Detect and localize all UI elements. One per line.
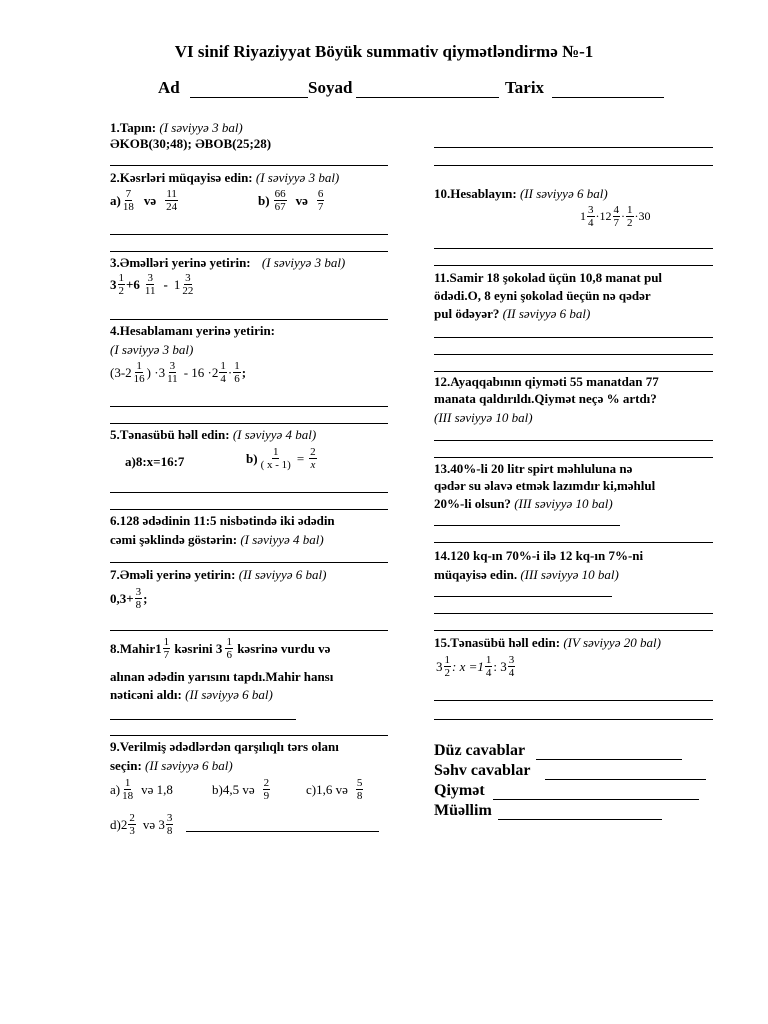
- fraction: [225, 636, 233, 661]
- answer-line[interactable]: [434, 719, 713, 720]
- numerator: 3: [588, 204, 594, 216]
- answer-line[interactable]: [110, 234, 388, 235]
- question-3: [110, 255, 345, 271]
- question-6: [110, 532, 324, 548]
- q3-level: (I səviyyə 3 bal): [261, 255, 346, 270]
- q4-expr: [110, 360, 246, 385]
- q9-option-d: [110, 812, 174, 837]
- soyad-field[interactable]: [356, 97, 499, 98]
- denominator: 67: [274, 201, 286, 213]
- option-text: d)2: [110, 816, 128, 832]
- question-8: [110, 687, 273, 703]
- q9-line2: seçin:: [110, 758, 142, 773]
- numerator: 2: [310, 446, 316, 458]
- q9-level: (II səviyyə 6 bal): [145, 758, 233, 773]
- q10-label: 10.Hesablayın:: [434, 186, 517, 201]
- fraction: [444, 654, 452, 679]
- fraction: [118, 272, 126, 297]
- option-text: b)4,5 və: [212, 781, 255, 797]
- numerator: 1: [272, 446, 279, 458]
- q7-level: (II səviyyə 6 bal): [238, 567, 327, 582]
- numerator: 3: [135, 586, 142, 598]
- denominator: 16: [133, 373, 145, 385]
- expr-part: : 3: [493, 658, 507, 674]
- denominator: 4: [485, 667, 492, 679]
- tarix-label: Tarix: [505, 78, 545, 97]
- fraction: [274, 188, 287, 213]
- q9-option-b: [212, 777, 271, 802]
- answer-line[interactable]: [434, 457, 713, 458]
- q11-line3: pul ödəyər?: [434, 306, 500, 321]
- denominator: 18: [122, 201, 134, 213]
- denominator: 22: [182, 285, 194, 297]
- fraction: [181, 272, 194, 297]
- numerator: 1: [226, 636, 232, 648]
- option-text: c)1,6 və: [306, 781, 348, 797]
- denominator: 8: [135, 599, 142, 611]
- answer-line[interactable]: [110, 165, 388, 166]
- denominator: ( x - 1): [260, 459, 291, 471]
- fraction: [317, 188, 325, 213]
- expr-part: ·: [621, 209, 625, 223]
- answer-line[interactable]: [434, 630, 713, 631]
- q11-level: (II səviyyə 6 bal): [502, 306, 591, 321]
- answer-line[interactable]: [434, 337, 713, 338]
- fraction: [356, 777, 364, 802]
- answer-line[interactable]: [186, 831, 379, 832]
- fraction: [144, 272, 157, 297]
- q8-line2: alınan ədədin yarısını tapdı.Mahir hansı: [110, 669, 334, 684]
- answer-line[interactable]: [110, 319, 388, 320]
- numerator: 2: [129, 812, 135, 824]
- fraction: [260, 446, 292, 471]
- option-text: və 3: [142, 816, 165, 832]
- operator: =: [296, 450, 305, 466]
- denominator: 7: [613, 217, 619, 229]
- answer-line[interactable]: [434, 596, 612, 597]
- expr-part: 8.Mahir1: [110, 640, 162, 656]
- numerator: 5: [356, 777, 363, 789]
- duz-cavablar-label: Düz cavablar: [434, 742, 526, 759]
- q5-b-label: b): [246, 450, 258, 466]
- answer-line[interactable]: [110, 509, 388, 510]
- numerator: 7: [125, 188, 132, 200]
- q12-line2: manata qaldırıldı.Qiymət neçə % artdı?: [434, 391, 657, 406]
- qiymet-field[interactable]: [493, 799, 699, 800]
- numerator: 1: [220, 360, 226, 372]
- q7-expr: [110, 586, 148, 611]
- fraction: [263, 777, 271, 802]
- q5-level: (I səviyyə 4 bal): [232, 427, 317, 442]
- fraction: [133, 360, 146, 385]
- answer-line[interactable]: [434, 265, 713, 266]
- numerator: 3: [185, 272, 191, 284]
- numerator: 1: [118, 272, 124, 284]
- numerator: 1: [485, 654, 492, 666]
- denominator: 24: [166, 201, 178, 213]
- denominator: 7: [317, 201, 324, 213]
- question-7: [110, 567, 326, 583]
- sehv-cavablar-field[interactable]: [545, 779, 706, 780]
- denominator: 2: [118, 285, 124, 297]
- fraction: [309, 446, 317, 471]
- fraction: [219, 360, 227, 385]
- q2-a: [110, 188, 179, 213]
- numerator: 1: [124, 777, 131, 789]
- q10-level: (II səviyyə 6 bal): [519, 186, 608, 201]
- muellim-field[interactable]: [498, 819, 662, 820]
- expr-part: ·30: [634, 209, 651, 223]
- answer-line[interactable]: [110, 735, 388, 736]
- answer-line[interactable]: [434, 354, 713, 355]
- q11-line2: ödədi.O, 8 eyni şokolad üeçün nə qədər: [434, 288, 651, 303]
- denominator: 3: [129, 825, 135, 837]
- question-9: [110, 758, 233, 774]
- answer-line[interactable]: [434, 165, 713, 166]
- q2-label: 2.Kəsrləri müqayisə edin:: [110, 170, 253, 185]
- q2-va: və: [143, 192, 157, 208]
- denominator: 4: [588, 217, 594, 229]
- q4-label: 4.Hesablamanı yerinə yetirin:: [110, 323, 276, 338]
- numerator: 66: [274, 188, 286, 200]
- denominator: 7: [163, 649, 170, 661]
- option-label: a): [110, 781, 121, 797]
- q1-expr: ƏKOB(30;48); ƏBOB(25;28): [110, 136, 272, 151]
- numerator: 4: [613, 204, 619, 216]
- fraction: [166, 360, 179, 385]
- q9-option-a: [110, 777, 173, 802]
- operator: -: [163, 276, 168, 292]
- ad-field[interactable]: [190, 97, 308, 98]
- expr-part: kəsrinə vurdu və: [233, 640, 331, 656]
- q5-b: [246, 446, 318, 471]
- fraction: [508, 654, 516, 679]
- q1-label: 1.Tapın:: [110, 120, 157, 135]
- whole: 3: [436, 658, 443, 674]
- answer-line[interactable]: [434, 371, 713, 372]
- q14-line1: 14.120 kq-ın 70%-i ilə 12 kq-ın 7%-ni: [434, 548, 644, 563]
- answer-line[interactable]: [434, 440, 713, 441]
- answer-line[interactable]: [110, 406, 388, 407]
- expr-part: (3-2: [110, 364, 132, 380]
- q9-option-c: [306, 777, 364, 802]
- question-14: [434, 567, 619, 583]
- q11-line1: 11.Samir 18 şokolad üçün 10,8 manat pul: [434, 270, 663, 285]
- answer-line[interactable]: [110, 251, 388, 252]
- ad-label: Ad: [158, 78, 180, 97]
- q8-line1: [110, 636, 330, 661]
- question-5: [110, 427, 316, 443]
- answer-line[interactable]: [434, 248, 713, 249]
- numerator: 3: [166, 812, 173, 824]
- denominator: 18: [122, 790, 134, 802]
- q13-level: (III səviyyə 10 bal): [514, 496, 613, 511]
- numerator: 1: [163, 636, 170, 648]
- expr-part: ;: [241, 364, 247, 380]
- numerator: 1: [136, 360, 142, 372]
- numerator: 2: [263, 777, 270, 789]
- fraction: [626, 204, 634, 229]
- q3-expr: [110, 272, 195, 297]
- question-11: [434, 306, 590, 322]
- q4-level: (I səviyyə 3 bal): [110, 342, 194, 357]
- answer-line[interactable]: [110, 562, 388, 563]
- answer-line[interactable]: [434, 613, 713, 614]
- q6-line1: 6.128 ədədinin 11:5 nisbətində iki ədədin: [110, 513, 335, 528]
- q9-line1: 9.Verilmiş ədədlərdən qarşılıqlı tərs olanı: [110, 739, 339, 754]
- fraction: [163, 636, 171, 661]
- answer-line[interactable]: [434, 542, 713, 543]
- q15-label: 15.Tənasübü həll edin:: [434, 635, 561, 650]
- q6-level: (I səviyyə 4 bal): [240, 532, 324, 547]
- q13-line2: qədər su əlavə etmək lazımdır ki,məhlul: [434, 478, 656, 493]
- q13-line1: 13.40%-li 20 litr spirt məhluluna nə: [434, 461, 633, 476]
- answer-line[interactable]: [434, 147, 713, 148]
- denominator: 6: [234, 373, 240, 385]
- fraction: [485, 654, 493, 679]
- q8-level: (II səviyyə 6 bal): [185, 687, 273, 702]
- numerator: 3: [508, 654, 515, 666]
- q8-line3: nəticəni aldı:: [110, 687, 182, 702]
- soyad-label: Soyad: [308, 78, 353, 97]
- tarix-field[interactable]: [552, 97, 664, 98]
- denominator: 11: [144, 285, 156, 297]
- denominator: 9: [263, 790, 270, 802]
- expr-part: : x =1: [452, 658, 484, 674]
- option-text: və 1,8: [141, 781, 173, 797]
- numerator: 3: [169, 360, 176, 372]
- q6-line2: cəmi şəklində göstərin:: [110, 532, 238, 547]
- expr-part: - 16 ·2: [183, 364, 219, 380]
- denominator: 4: [220, 373, 226, 385]
- denominator: 6: [226, 649, 232, 661]
- whole: 1: [580, 209, 586, 223]
- expr-part: ·12: [595, 209, 612, 223]
- numerator: 11: [166, 188, 177, 200]
- fraction: [165, 188, 178, 213]
- qiymet-label: Qiymət: [434, 782, 485, 799]
- expr-part: ·: [227, 364, 233, 380]
- sehv-cavablar-label: Səhv cavablar: [434, 762, 531, 779]
- operator: +6: [126, 276, 140, 292]
- numerator: 3: [147, 272, 153, 284]
- q15-level: (IV səviyyə 20 bal): [563, 635, 661, 650]
- denominator: x: [310, 459, 316, 471]
- q10-expr: [580, 204, 651, 229]
- denominator: 4: [508, 667, 515, 679]
- answer-line[interactable]: [110, 630, 388, 631]
- fraction: [135, 586, 143, 611]
- denominator: 8: [356, 790, 363, 802]
- denominator: 8: [166, 825, 173, 837]
- q7-label: 7.Əməli yerinə yetirin:: [110, 567, 236, 582]
- denominator: 11: [167, 373, 178, 385]
- numerator: 1: [444, 654, 450, 666]
- fraction: [233, 360, 241, 385]
- question-2: [110, 170, 339, 186]
- q14-level: (III səviyyə 10 bal): [520, 567, 619, 582]
- q2-b-label: b): [258, 192, 270, 208]
- q15-expr: [436, 654, 516, 679]
- q1-level: (I səviyyə 3 bal): [159, 120, 243, 135]
- duz-cavablar-field[interactable]: [536, 759, 682, 760]
- fraction: [128, 812, 136, 837]
- q3-label: 3.Əməlləri yerinə yetirin:: [110, 255, 251, 270]
- expr-part: kəsrini 3: [171, 640, 223, 656]
- q12-line1: 12.Ayaqqabının qiyməti 55 manatdan 77: [434, 374, 659, 389]
- q5-label: 5.Tənasübü həll edin:: [110, 427, 230, 442]
- numerator: 6: [317, 188, 324, 200]
- q2-b: [258, 188, 325, 213]
- expr-part: 0,3+: [110, 590, 134, 606]
- answer-line[interactable]: [434, 700, 713, 701]
- answer-line[interactable]: [110, 423, 388, 424]
- question-10: [434, 186, 608, 202]
- fraction: [613, 204, 621, 229]
- question-13: [434, 496, 613, 512]
- fraction: [122, 188, 135, 213]
- q12-level: (III səviyyə 10 bal): [434, 410, 533, 425]
- question-15: [434, 635, 661, 651]
- whole: 1: [173, 276, 181, 292]
- answer-line[interactable]: [434, 525, 620, 526]
- q14-line2: müqayisə edin.: [434, 567, 518, 582]
- fraction: [121, 777, 134, 802]
- denominator: 2: [627, 217, 633, 229]
- whole: 3: [110, 276, 117, 292]
- q2-a-label: a): [110, 192, 121, 208]
- answer-line[interactable]: [110, 719, 296, 720]
- denominator: 2: [444, 667, 450, 679]
- numerator: 1: [234, 360, 240, 372]
- q2-va: və: [295, 192, 308, 208]
- expr-part: ;: [143, 590, 148, 606]
- answer-line[interactable]: [110, 492, 388, 493]
- fraction: [166, 812, 174, 837]
- question-1: [110, 120, 243, 136]
- q13-line3: 20%-li olsun?: [434, 496, 511, 511]
- numerator: 1: [627, 204, 633, 216]
- q5-a: a)8:x=16:7: [125, 454, 185, 469]
- expr-part: ) ·3: [146, 364, 166, 380]
- q2-level: (I səviyyə 3 bal): [255, 170, 340, 185]
- page-title: VI sinif Riyaziyyat Böyük summativ qiymətləndirmə №-1: [174, 42, 594, 61]
- muellim-label: Müəllim: [434, 802, 492, 819]
- fraction: [587, 204, 595, 229]
